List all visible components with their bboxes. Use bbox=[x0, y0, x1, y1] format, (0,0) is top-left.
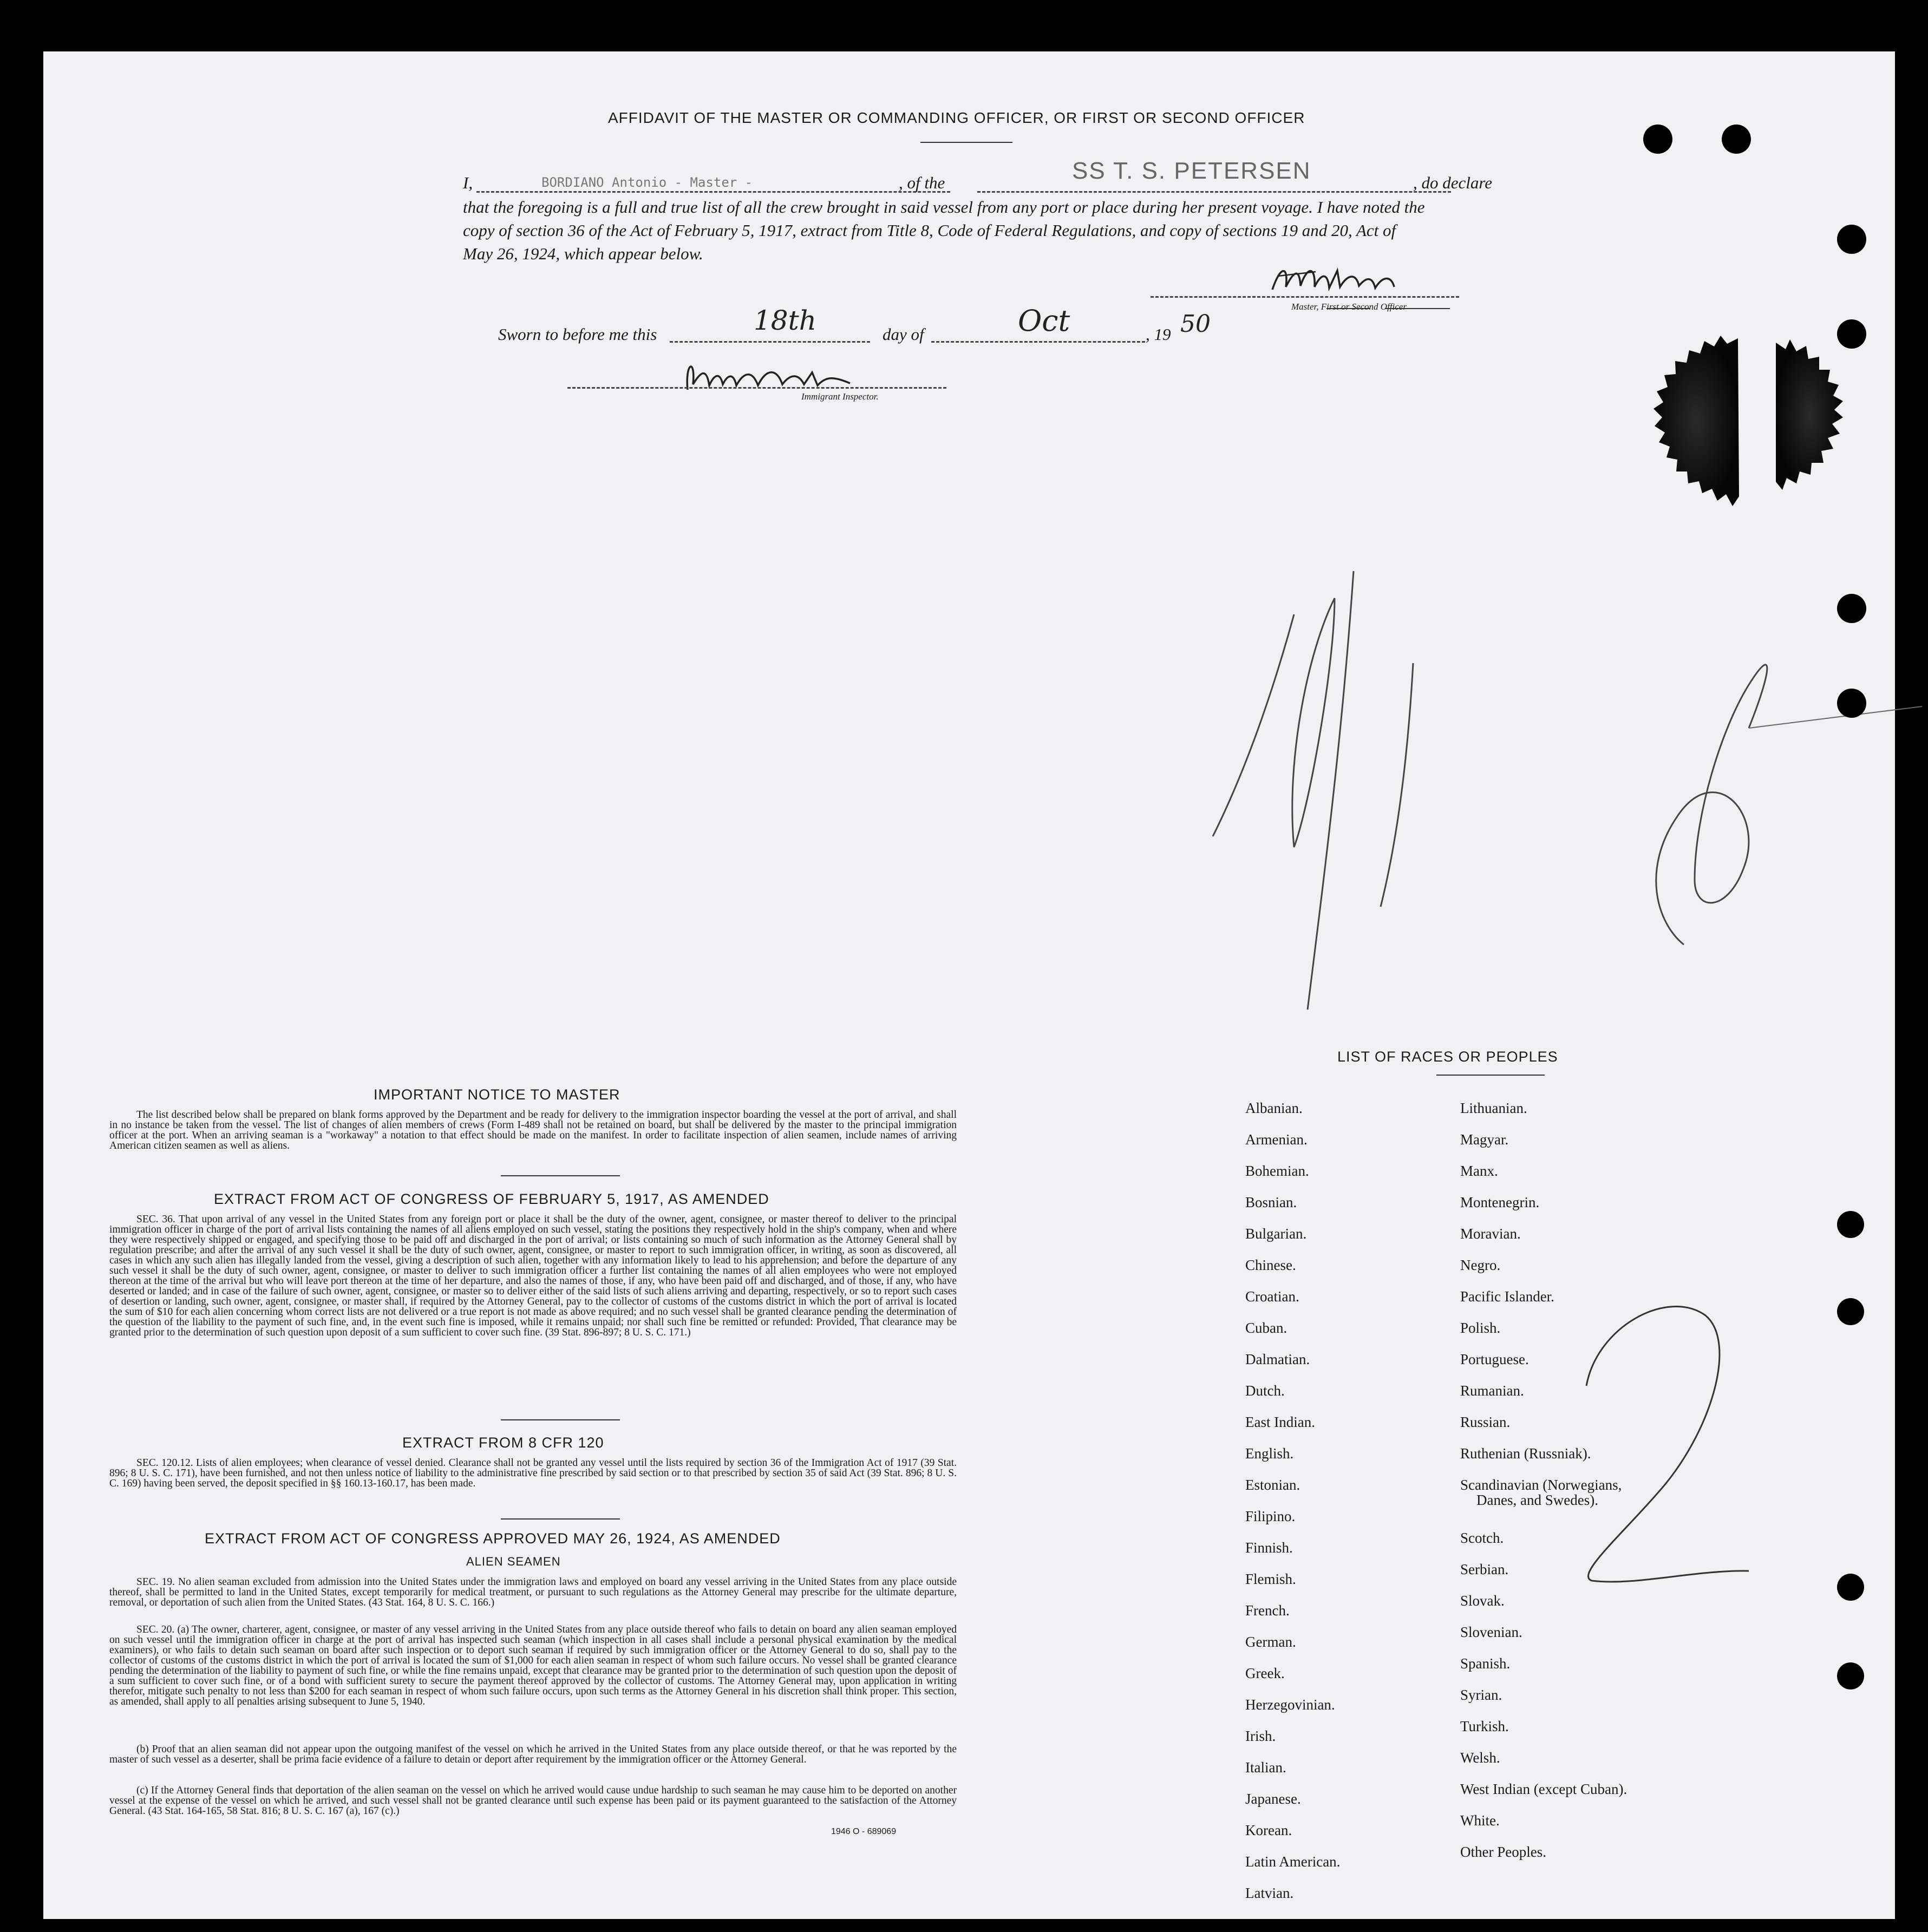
sworn-day-blank bbox=[670, 341, 870, 343]
race-item: Slovak. bbox=[1460, 1593, 1505, 1609]
extract-cfr-rule bbox=[501, 1518, 620, 1520]
day-of-label: day of bbox=[883, 325, 924, 344]
race-item: Syrian. bbox=[1460, 1687, 1502, 1703]
race-item: Magyar. bbox=[1460, 1131, 1509, 1148]
binder-hole bbox=[1837, 594, 1866, 623]
race-item: Other Peoples. bbox=[1460, 1844, 1546, 1860]
sworn-label: Sworn to before me this bbox=[498, 325, 657, 344]
race-item: Danes, and Swedes). bbox=[1476, 1492, 1598, 1508]
race-item: Scotch. bbox=[1460, 1530, 1504, 1546]
race-item: French. bbox=[1245, 1602, 1290, 1619]
handwritten-date-annotation bbox=[1207, 533, 1928, 1020]
race-item: Latvian. bbox=[1245, 1885, 1294, 1901]
race-item: Flemish. bbox=[1245, 1571, 1296, 1587]
race-item: Italian. bbox=[1245, 1759, 1286, 1776]
race-item: Bosnian. bbox=[1245, 1194, 1297, 1210]
race-item: Herzegovinian. bbox=[1245, 1697, 1335, 1713]
extract-1924-sec19: SEC. 19. No alien seaman excluded from admission into the United States under the immigration laws and employed on board any vessel arriving in the United States from any place outside thereof, shall be permitted to land in the United States, except temporarily for medical treatment, or pursuant to such regulations as the Attorney General may prescribe for the ultimate departure, removal, or deportation of such alien from the United States. (43 Stat. 164, 8 U. S. C. 166.) bbox=[109, 1576, 957, 1608]
race-item: Croatian. bbox=[1245, 1288, 1299, 1305]
race-item: Serbian. bbox=[1460, 1561, 1509, 1577]
races-heading: LIST OF RACES OR PEOPLES bbox=[1337, 1049, 1558, 1065]
notice-rule bbox=[501, 1175, 620, 1176]
race-item: Russian. bbox=[1460, 1414, 1511, 1430]
print-code: 1946 O - 689069 bbox=[831, 1827, 897, 1836]
race-item: Japanese. bbox=[1245, 1791, 1301, 1807]
affidavit-line-3: copy of section 36 of the Act of February 5, 1917, extract from Title 8, Code of Federal Regulations, and copy of sections 19 and 20, Act of bbox=[463, 221, 1396, 240]
document-page bbox=[43, 51, 1895, 1919]
affidavit-title: AFFIDAVIT OF THE MASTER OR COMMANDING OFFICER, OR FIRST OR SECOND OFFICER bbox=[608, 109, 1305, 126]
race-item: Moravian. bbox=[1460, 1226, 1521, 1242]
extract-1924-sec20c: (c) If the Attorney General finds that deportation of the alien seaman on the vessel on which he arrived would cause undue hardship to such seaman he may cause him to be deported on another vessel at the expense of the vessel on which he arrived, and such vessel shall not be granted clearance until such expense has been paid or its payment guaranteed to the satisfaction of the Attorney General. (43 Stat. 164-165, 58 Stat. 816; 8 U. S. C. 167 (a), 167 (c).) bbox=[109, 1785, 957, 1817]
race-item: Bulgarian. bbox=[1245, 1226, 1307, 1242]
notice-text: The list described below shall be prepared on blank forms approved by the Department and be ready for delivery to the immigration inspector boarding the vessel at the port of arrival, and shall in no instance be taken from the vessel. The list of changes of alien members of crews (Form I-489 shall not be retained on board, but shall be delivered by the master to the principal immigration officer at the port. When an arriving seaman is a "workaway" a notation to that effect should be made on the manifest. In order to facilitate inspection of alien seamen, include names of arriving American citizen seamen as well as aliens. bbox=[109, 1109, 957, 1151]
race-item: Filipino. bbox=[1245, 1508, 1296, 1524]
declarant-name: BORDIANO Antonio - Master - bbox=[541, 175, 753, 190]
races-rule bbox=[1436, 1075, 1545, 1076]
binder-hole bbox=[1643, 125, 1672, 154]
extract-cfr-text: SEC. 120.12. Lists of alien employees; when clearance of vessel denied. Clearance shall not be granted any vessel until the lists required by section 36 of the Immigration Act of 1917 (39 Stat. 896; 8 U. S. C. 171), have been furnished, and not then unless notice of liability to the administrative fine prescribed by said section or to that prescribed by section 35 of said Act (39 Stat. 896; 8 U. S. C. 169) having been served, the deposit specified in §§ 160.13-160.17, has been made. bbox=[109, 1457, 957, 1489]
race-item: Ruthenian (Russniak). bbox=[1460, 1445, 1591, 1462]
binder-hole bbox=[1837, 1662, 1864, 1689]
extract-1917-heading: EXTRACT FROM ACT OF CONGRESS OF FEBRUARY 5, 1917, AS AMENDED bbox=[214, 1191, 769, 1207]
vessel-blank bbox=[977, 191, 1451, 193]
extract-1917-rule bbox=[501, 1419, 620, 1420]
declarant-blank bbox=[476, 191, 950, 193]
race-item: Lithuanian. bbox=[1460, 1100, 1527, 1116]
race-item: Latin American. bbox=[1245, 1854, 1341, 1870]
master-caption: Master, First or Second Officer bbox=[1291, 302, 1407, 312]
notice-heading: IMPORTANT NOTICE TO MASTER bbox=[374, 1086, 620, 1103]
race-item: Pacific Islander. bbox=[1460, 1288, 1554, 1305]
vessel-stamp: SS T. S. PETERSEN bbox=[1072, 158, 1311, 184]
race-item: Manx. bbox=[1460, 1163, 1498, 1179]
race-item: Armenian. bbox=[1245, 1131, 1308, 1148]
race-item: Negro. bbox=[1460, 1257, 1501, 1273]
extract-1924-sec20b: (b) Proof that an alien seaman did not appear upon the outgoing manifest of the vessel on which he arrived in the United States from any place outside thereof, or that he was reported by the master of such vessel as a deserter, shall be prima facie evidence of a failure to detain or deport after requirement by the immigration officer or the Attorney General. bbox=[109, 1744, 957, 1765]
race-item: Slovenian. bbox=[1460, 1624, 1522, 1640]
race-item: Scandinavian (Norwegians, bbox=[1460, 1477, 1622, 1493]
extract-cfr-heading: EXTRACT FROM 8 CFR 120 bbox=[402, 1435, 604, 1451]
binder-hole bbox=[1837, 225, 1866, 254]
race-item: Spanish. bbox=[1460, 1655, 1511, 1672]
sworn-year: 50 bbox=[1180, 310, 1211, 338]
master-signature-line bbox=[1151, 296, 1459, 298]
sworn-day: 18th bbox=[754, 305, 816, 336]
extract-1924-subheading: ALIEN SEAMEN bbox=[466, 1555, 561, 1568]
race-item: White. bbox=[1460, 1812, 1500, 1829]
race-item: German. bbox=[1245, 1634, 1296, 1650]
race-item: Bohemian. bbox=[1245, 1163, 1309, 1179]
extract-1917-text: SEC. 36. That upon arrival of any vessel in the United States from any foreign port or place it shall be the duty of the owner, agent, consignee, or master thereof to deliver to the principal immigration officer in charge of the port of arrival lists containing the names of all aliens employed on such vessel, stating the positions they respectively hold in the ship's company, when and where they were respectively shipped or engaged, and specifying those to be paid off and discharged in the port of arrival; or lists containing so much of such information as the Attorney General shall by regulation prescribe; and after the arrival of any such vessel it shall be the duty of such owner, agent, consignee, or master to report to such immigration officer, in writing, as soon as discovered, all cases in which any such alien has illegally landed from the vessel, giving a description of such alien, together with any information likely to lead to his apprehension; and before the departure of any such vessel it shall be the duty of such owner, agent, consignee, or master to deliver to such immigration officer a further list containing the names of all alien employees who were not employed thereon at the time of the arrival but who will leave port thereon at the time of her departure, and also the names of those, if any, who have been paid off and discharged, and of those, if any, who have deserted or landed; and in case of the failure of such owner, agent, consignee, or master so to deliver either of the said lists of such aliens arriving and departing, respectively, or so to report such cases of desertion or landing, such owner, agent, consignee, or master shall, if required by the Attorney General, pay to the collector of customs of the customs district in which the port of arrival is located the sum of $10 for each alien concerning whom correct lists are not delivered or a true report is not made as above required; and no such vessel shall be granted clearance pending the determination of the question of the liability to the payment of such fine, and, in the event such fine is imposed, while it remains unpaid; nor shall such fine be remitted or refunded: Provided, That clearance may be granted prior to the determination of such question upon deposit of a sum sufficient to cover such fine. (39 Stat. 896-897; 8 U. S. C. 171.) bbox=[109, 1214, 957, 1338]
binder-hole bbox=[1722, 125, 1751, 154]
race-item: Cuban. bbox=[1245, 1320, 1287, 1336]
extract-1924-sec20a: SEC. 20. (a) The owner, charterer, agent, consignee, or master of any vessel arriving in the United States from any place outside thereof who fails to detain on board any alien seaman employed on such vessel until the immigration officer in charge at the port of arrival has inspected such seaman (which inspection in all cases shall include a personal physical examination by the medical examiners), or who fails to detain such seaman on board after such inspection or to deport such seaman if required by such immigration officer or the Attorney General to do so, shall pay to the collector of customs of the customs district in which the port of arrival is located the sum of $1,000 for each alien seaman in respect of whom such failure occurs. No vessel shall be granted clearance pending the determination of the liability to payment of such fine, or while the fine remains unpaid, except that clearance may be granted prior to the determination of such question upon the deposit of a sum sufficient to cover such fine, or of a bond with sufficient surety to secure the payment thereof approved by the collector of customs. The Attorney General may, upon application in writing therefor, mitigate such penalty to not less than $200 for each seaman in respect of whom such failure occurs, upon such terms as the Attorney General in his discretion shall think proper. This section, as amended, shall apply to all penalties arising subsequent to June 5, 1940. bbox=[109, 1624, 957, 1707]
strike-first bbox=[1326, 308, 1370, 309]
race-item: Irish. bbox=[1245, 1728, 1276, 1744]
strike-second-officer bbox=[1385, 308, 1450, 309]
binder-hole bbox=[1837, 1298, 1864, 1325]
of-the-label: , of the bbox=[899, 173, 945, 192]
race-item: Turkish. bbox=[1460, 1718, 1509, 1734]
race-item: English. bbox=[1245, 1445, 1294, 1462]
race-item: Montenegrin. bbox=[1460, 1194, 1540, 1210]
race-item: Polish. bbox=[1460, 1320, 1501, 1336]
affidavit-line-2: that the foregoing is a full and true list of all the crew brought in said vessel from any port or place during her present voyage. I have noted the bbox=[463, 198, 1425, 217]
title-rule bbox=[920, 142, 1012, 143]
race-item: Dutch. bbox=[1245, 1383, 1285, 1399]
inspector-signature-line bbox=[567, 387, 946, 389]
race-item: Rumanian. bbox=[1460, 1383, 1524, 1399]
inspector-caption: Immigrant Inspector. bbox=[801, 391, 879, 402]
i-label: I, bbox=[463, 173, 473, 192]
race-item: Estonian. bbox=[1245, 1477, 1300, 1493]
race-item: Korean. bbox=[1245, 1822, 1292, 1838]
binder-hole bbox=[1837, 1211, 1864, 1238]
race-item: Finnish. bbox=[1245, 1540, 1293, 1556]
binder-hole bbox=[1837, 689, 1866, 718]
affidavit-line-4: May 26, 1924, which appear below. bbox=[463, 244, 703, 263]
binder-hole bbox=[1837, 319, 1866, 349]
sworn-month-blank bbox=[931, 341, 1145, 343]
race-item: Dalmatian. bbox=[1245, 1351, 1310, 1367]
race-item: Greek. bbox=[1245, 1665, 1285, 1681]
race-item: Portuguese. bbox=[1460, 1351, 1529, 1367]
race-item: West Indian (except Cuban). bbox=[1460, 1781, 1628, 1797]
race-item: Chinese. bbox=[1245, 1257, 1296, 1273]
year-prefix: , 19 bbox=[1146, 325, 1171, 344]
do-declare: , do declare bbox=[1413, 173, 1493, 192]
sworn-month: Oct bbox=[1018, 304, 1070, 338]
race-item: Albanian. bbox=[1245, 1100, 1303, 1116]
race-item: East Indian. bbox=[1245, 1414, 1315, 1430]
race-item: Welsh. bbox=[1460, 1750, 1500, 1766]
extract-1924-heading: EXTRACT FROM ACT OF CONGRESS APPROVED MAY 26, 1924, AS AMENDED bbox=[205, 1530, 781, 1547]
binder-hole bbox=[1837, 1574, 1864, 1601]
